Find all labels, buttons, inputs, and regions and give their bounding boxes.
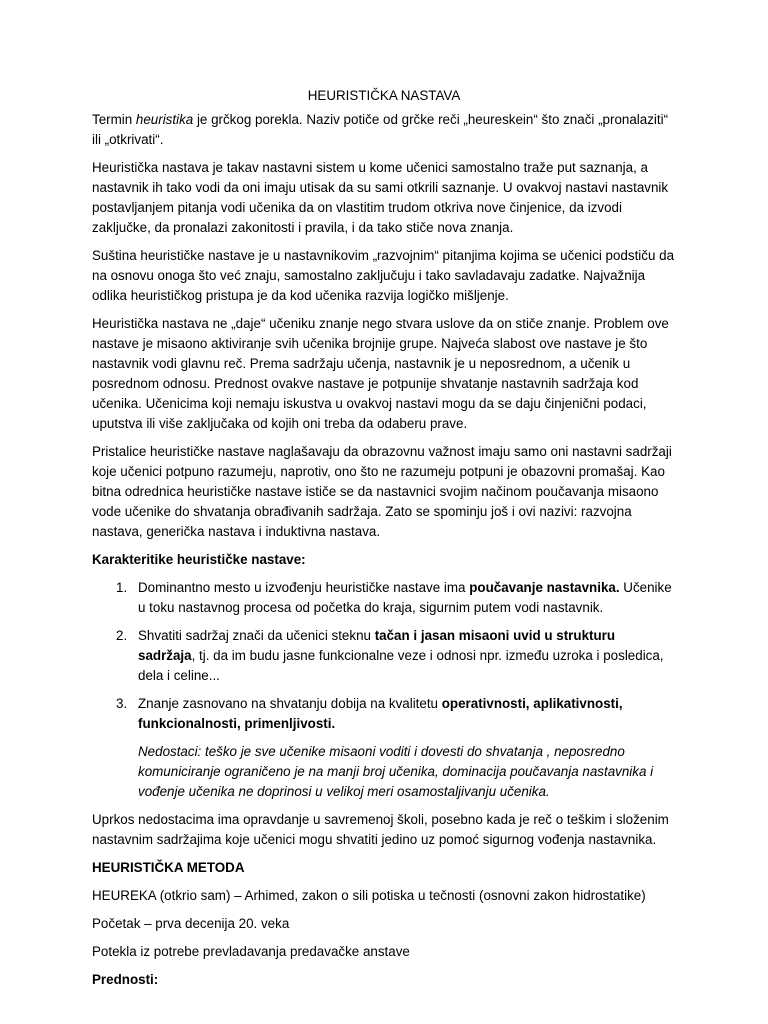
drawbacks-note: Nedostaci: teško je sve učenike misaoni voditi i dovesti do shvatanja , neposredno komuniciranje ograničeno je na manji broj učenika, dominacija poučavanja nastavnika i vođenje učenika ne doprinosi u velikoj meri osamostaljivanju učenika.: [138, 744, 654, 799]
heading-characteristics: Karakteritike heurističke nastave:: [92, 552, 306, 567]
list-item-bold: operativnosti, aplikativnosti, funkcionalnosti, primenljivosti.: [138, 696, 623, 731]
list-item-bold: poučavanje nastavnika.: [469, 580, 620, 595]
list-item-number: 2.: [116, 628, 128, 643]
heading-method: HEURISTIČKA METODA: [92, 860, 245, 875]
list-item: [92, 694, 676, 734]
characteristics-list: [92, 578, 676, 734]
paragraph-intro: [92, 110, 676, 150]
line-origin: Potekla iz potrebe prevladavanja predavačke anstave: [92, 944, 410, 959]
list-item-bold: tačan i jasan misaoni uvid u strukturu sadržaja: [138, 628, 616, 663]
line-heureka: HEUREKA (otkrio sam) – Arhimed, zakon o sili potiska u tečnosti (osnovni zakon hidrostatike): [92, 888, 646, 903]
paragraph-problems: Heuristička nastava ne „daje“ učeniku znanje nego stvara uslove da on stiče znanje. Problem ove nastave je misaono aktiviranje svih učenika brojnije grupe. Najveća slabost ove nastave je što nastavnik vodi glavnu reč. Prema sadržaju učenja, nastavnik je u neposrednom, a učenik u posrednom odnosu. Prednost ovakve nastave je potpunije shvatanje nastavnih sadržaja kod učenika. Učenicima koji nemaju iskustva u ovakvoj nastavi mogu da se daju činjenični podaci, uputstva ili više zaključaka od kojih oni treba da odaberu prave.: [92, 316, 669, 431]
list-item-number: 1.: [116, 580, 128, 595]
paragraph-essence: Suština heurističke nastave je u nastavnikovim „razvojnim“ pitanjima kojima se učenici podstiču da na osnovu onoga što već znaju, samostalno zaključuju i tako savladavaju zadatke. Najvažnija odlika heurističkog pristupa je da kod učenika razvija logičko mišljenje.: [92, 248, 675, 303]
intro-term-italic: heuristika: [135, 112, 194, 127]
intro-text-before: Termin: [92, 112, 136, 127]
paragraph-justification: Uprkos nedostacima ima opravdanje u savremenoj školi, posebno kada je reč o teškim i složenim nastavnim sadržajima koje učenici mogu shvatiti jedino uz pomoć sigurnog vođenja nastavnika.: [92, 812, 669, 847]
list-item: [92, 578, 676, 618]
list-item-text-after: , tj. da im budu jasne funkcionalne veze i odnosi npr. između uzroka i posledica, dela i celine...: [138, 648, 664, 683]
list-item-text: Shvatiti sadržaj znači da učenici steknu: [138, 628, 375, 643]
line-beginning: Početak – prva decenija 20. veka: [92, 916, 290, 931]
paragraph-definition: Heuristička nastava je takav nastavni sistem u kome učenici samostalno traže put saznanja, a nastavnik ih tako vodi da oni imaju utisak da su sami otkrili saznanje. U ovakvoj nastavi nastavnik postavljanjem pitanja vodi učenika da on vlastitim trudom otkriva nove činjenice, da izvodi zaključke, da pronalazi zakonitosti i pravila, i da tako stiče nova znanja.: [92, 160, 669, 235]
list-item-text: Dominantno mesto u izvođenju heurističke nastave ima: [138, 580, 470, 595]
paragraph-supporters: Pristalice heurističke nastave naglašavaju da obrazovnu važnost imaju samo oni nastavni sadržaji koje učenici potpuno razumeju, naprotiv, ono što ne razumeju potpuni je obazovni promašaj. Kao bitna odrednica heurističke nastave ističe se da nastavnici svojim načinom poučavanja misaono vode učenike do shvatanja obrađivanih sadržaja. Zato se spominju još i ovi nazivi: razvojna nastava, generička nastava i induktivna nastava.: [92, 444, 672, 539]
list-item: [92, 626, 676, 686]
list-item-number: 3.: [116, 696, 128, 711]
heading-advantages: Prednosti:: [92, 972, 159, 987]
list-item-text-after: Učenike u toku nastavnog procesa od početka do kraja, sigurnim putem vodi nastavnik.: [138, 580, 672, 615]
document-title: HEURISTIČKA NASTAVA: [307, 88, 461, 103]
list-item-text: Znanje zasnovano na shvatanju dobija na kvalitetu: [138, 696, 442, 711]
intro-text-after: je grčkog porekla. Naziv potiče od grčke reči „heureskein“ što znači „pronalaziti“ ili „otkrivati“.: [92, 112, 669, 147]
